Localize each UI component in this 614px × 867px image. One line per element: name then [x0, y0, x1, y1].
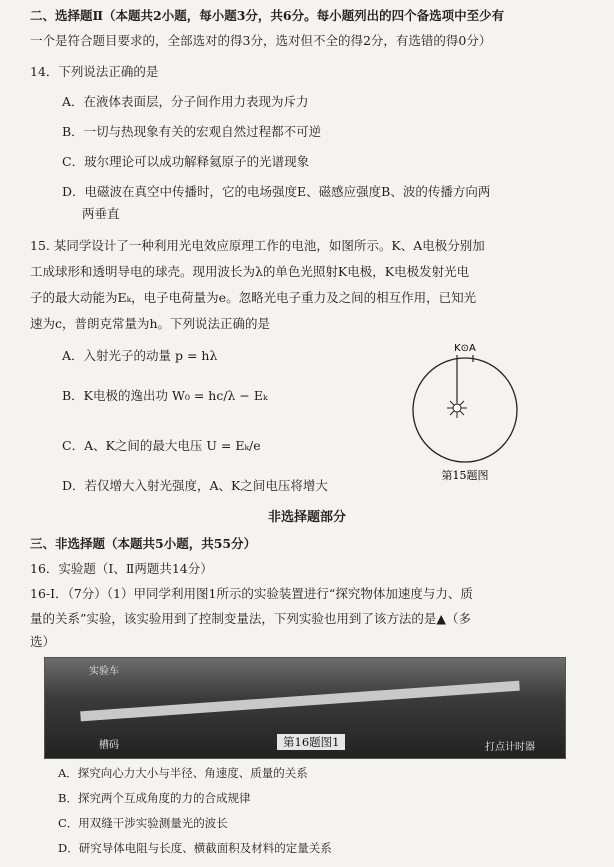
q16-option-a: A．探究向心力大小与半径、角速度、质量的关系 [58, 766, 308, 780]
section2-header-line1: 二、选择题Ⅱ（本题共2小题，每小题3分，共6分。每小题列出的四个备选项中至少有 [30, 8, 505, 23]
label-cart: 实验车 [89, 666, 119, 677]
fig15-caption: 第15题图 [441, 469, 489, 482]
q14-option-d-line2: 两垂直 [82, 206, 120, 221]
q15-stem-line3: 子的最大动能为Eₖ，电子电荷量为e。忽略光电子重力及之间的相互作用，已知光 [30, 290, 477, 305]
outer-sphere-shell [413, 358, 517, 462]
q16-option-c: C．用双缝干涉实验测量光的波长 [58, 816, 228, 830]
q16-figure1-photo [44, 657, 566, 759]
q14-option-b: B．一切与热现象有关的宏观自然过程都不可逆 [62, 124, 322, 139]
q16-1-line3: 选） [30, 634, 56, 649]
q15-figure [405, 340, 525, 490]
q15-option-d: D．若仅增大入射光强度，A、K之间电压将增大 [62, 478, 328, 493]
part2-title: 非选择题部分 [267, 510, 346, 525]
section3-header: 三、非选择题（本题共5小题，共55分） [30, 536, 257, 551]
q15-stem-line4: 速为c，普朗克常量为h。下列说法正确的是 [30, 316, 271, 331]
q15-stem-line2: 工成球形和透明导电的球壳。现用波长为λ的单色光照射K电极，K电极发射光电 [30, 264, 470, 279]
figure16-caption: 第16题图1 [277, 734, 345, 750]
k-electrode-sphere [453, 404, 461, 412]
q16-option-b: B．探究两个互成角度的力的合成规律 [58, 791, 251, 805]
q14-option-a: A．在液体表面层，分子间作用力表现为斥力 [62, 94, 309, 109]
q16-option-d: D．研究导体电阻与长度、横截面积及材料的定量关系 [58, 841, 332, 855]
q16-title: 16．实验题（Ⅰ、Ⅱ两题共14分） [30, 561, 213, 576]
section2-header-line2: 一个是符合题目要求的，全部选对的得3分，选对但不全的得2分，有选错的得0分） [30, 33, 492, 48]
q14-option-d-line1: D．电磁波在真空中传播时，它的电场强度E、磁感应强度B、波的传播方向两 [62, 184, 491, 199]
apparatus-track [80, 681, 520, 722]
label-timer: 打点计时器 [485, 742, 535, 753]
q15-option-b: B．K电极的逸出功 W₀ = hc/λ − Eₖ [62, 388, 268, 403]
q16-1-line1: 16-Ⅰ．（7分）（1）甲同学利用图1所示的实验装置进行“探究物体加速度与力、质 [30, 586, 473, 601]
q14-option-c: C．玻尔理论可以成功解释氦原子的光谱现象 [62, 154, 310, 169]
q15-stem-line1: 15. 某同学设计了一种利用光电效应原理工作的电池，如图所示。K、A电极分别加 [30, 238, 485, 253]
fig15-ka-label: K⊙A [454, 343, 476, 354]
label-weights: 槽码 [99, 740, 119, 751]
q16-1-line2: 量的关系”实验，该实验用到了控制变量法，下列实验也用到了该方法的是▲（多 [30, 611, 472, 626]
q14-stem: 14．下列说法正确的是 [30, 64, 159, 79]
q15-option-a: A．入射光子的动量 p = hλ [62, 348, 218, 363]
q15-option-c: C．A、K之间的最大电压 U = Eₖ/e [62, 438, 261, 453]
